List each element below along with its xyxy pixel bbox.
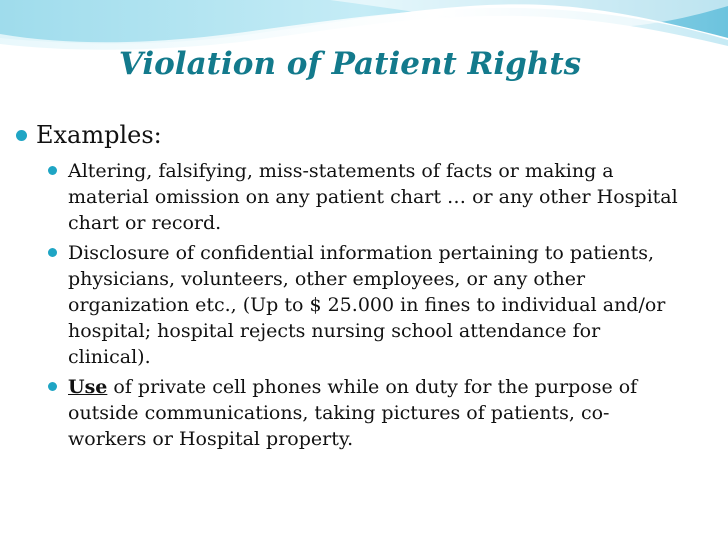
sub-bullet-body: Altering, falsifying, miss-statements of facts or making a material omission on any patient chart … or any other Hospital chart or record. <box>68 160 678 234</box>
level1-bullet-item <box>16 120 162 150</box>
round-bullet-icon <box>16 130 27 141</box>
slide-title: Violation of Patient Rights <box>118 46 582 82</box>
round-bullet-icon <box>48 166 57 175</box>
sub-bullet-item <box>48 374 708 452</box>
sub-bullet-text <box>68 240 683 370</box>
sub-bullet-text <box>68 158 683 236</box>
sub-bullet-body: Disclosure of confidential information pertaining to patients, physicians, volunteers, other employees, or any other organization etc., (Up to $ 25.000 in fines to individual and/or hospital; hospital rejects nursing school attendance for clinical). <box>68 242 666 368</box>
sub-bullet-list <box>48 158 708 456</box>
round-bullet-icon <box>48 248 57 257</box>
sub-bullet-item <box>48 240 708 370</box>
sub-bullet-text <box>68 374 683 452</box>
sub-bullet-body: of private cell phones while on duty for the purpose of outside communications, taking pictures of patients, co-workers or Hospital property. <box>68 376 638 450</box>
sub-bullet-item <box>48 158 708 236</box>
emphasized-lead-word: Use <box>68 376 108 398</box>
level1-label: Examples: <box>36 121 162 149</box>
round-bullet-icon <box>48 382 57 391</box>
